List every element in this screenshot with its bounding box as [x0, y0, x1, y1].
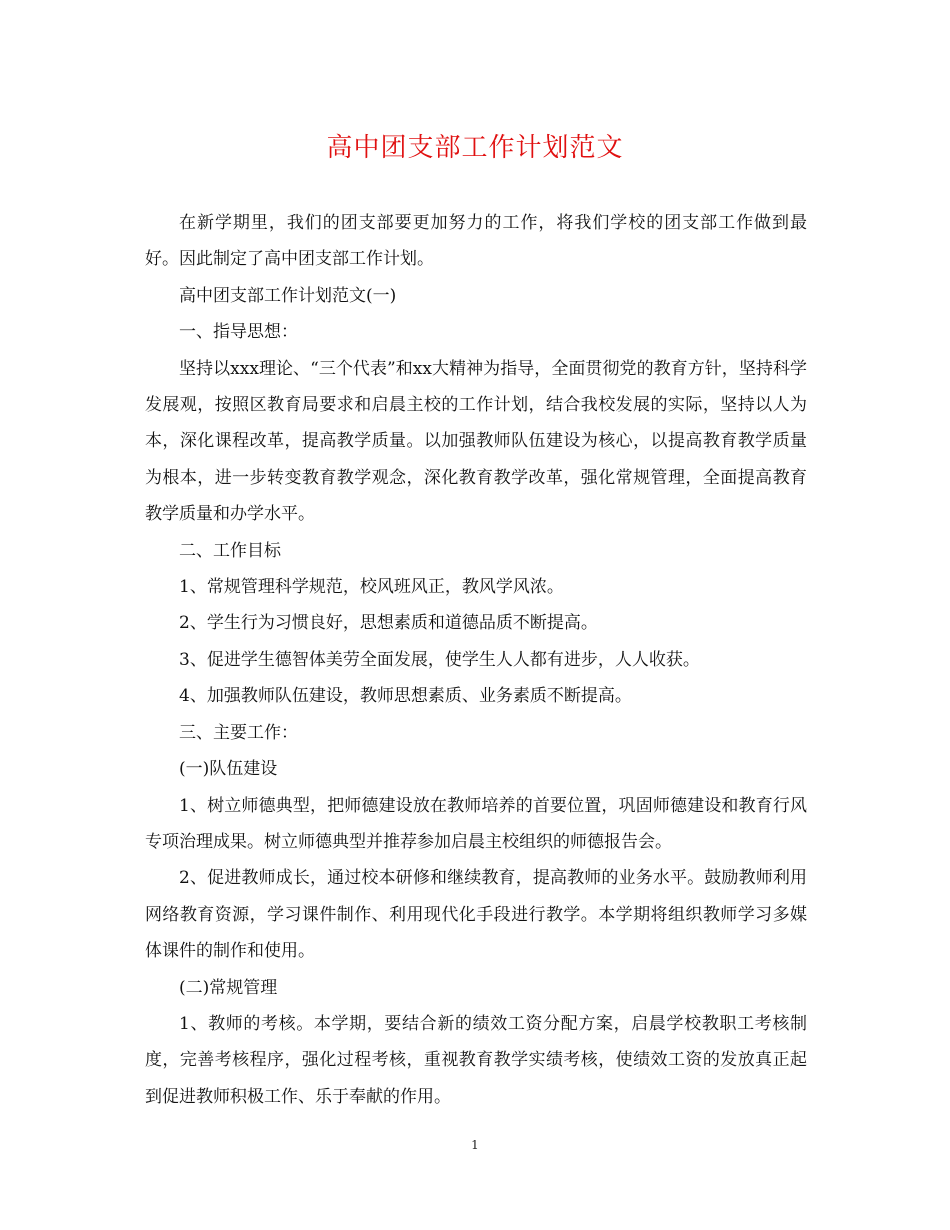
- document-title: 高中团支部工作计划范文: [326, 133, 624, 163]
- subheading-routine-management: (二)常规管理: [179, 977, 278, 998]
- heading-work-goals: 二、工作目标: [179, 540, 281, 561]
- paragraph-team-building-1: 1、树立师德典型，把师德建设放在教师培养的首要位置，巩固师德建设和教育行风专项治理成果。树立师德典型并推荐参加启晨主校组织的师德报告会。: [145, 795, 807, 852]
- paragraph-intro: 在新学期里，我们的团支部要更加努力的工作，将我们学校的团支部工作做到最好。因此制定了高中团支部工作计划。: [145, 213, 807, 270]
- heading-main-work: 三、主要工作：: [179, 722, 298, 743]
- document-body: [145, 205, 807, 1115]
- goal-item-1: 1、常规管理科学规范，校风班风正，教风学风浓。: [179, 577, 564, 598]
- goal-item-3: 3、促进学生德智体美劳全面发展，使学生人人都有进步，人人收获。: [179, 649, 700, 670]
- section-subtitle: 高中团支部工作计划范文(一): [179, 285, 397, 306]
- subheading-team-building: (一)队伍建设: [179, 759, 278, 780]
- paragraph-guiding-thought: 坚持以xxx理论、“三个代表”和xx大精神为指导，全面贯彻党的教育方针，坚持科学发展观，按照区教育局要求和启晨主校的工作计划，结合我校发展的实际，坚持以人为本，深化课程改革，提高教学质量。以加强教师队伍建设为核心，以提高教育教学质量为根本，进一步转变教育教学观念，深化教育教学改革，强化常规管理，全面提高教育教学质量和办学水平。: [145, 358, 807, 525]
- goal-item-4: 4、加强教师队伍建设，教师思想素质、业务素质不断提高。: [179, 686, 632, 707]
- paragraph-team-building-2: 2、促进教师成长，通过校本研修和继续教育，提高教师的业务水平。鼓励教师利用网络教育资源，学习课件制作、利用现代化手段进行教学。本学期将组织教师学习多媒体课件的制作和使用。: [145, 868, 807, 962]
- page-number: 1: [471, 1138, 479, 1152]
- heading-guiding-thought: 一、指导思想：: [179, 322, 298, 343]
- goal-item-2: 2、学生行为习惯良好，思想素质和道德品质不断提高。: [179, 613, 598, 634]
- paragraph-routine-management-1: 1、教师的考核。本学期，要结合新的绩效工资分配方案，启晨学校教职工考核制度，完善考核程序，强化过程考核，重视教育教学实绩考核，使绩效工资的发放真正起到促进教师积极工作、乐于奉献的作用。: [145, 1013, 807, 1107]
